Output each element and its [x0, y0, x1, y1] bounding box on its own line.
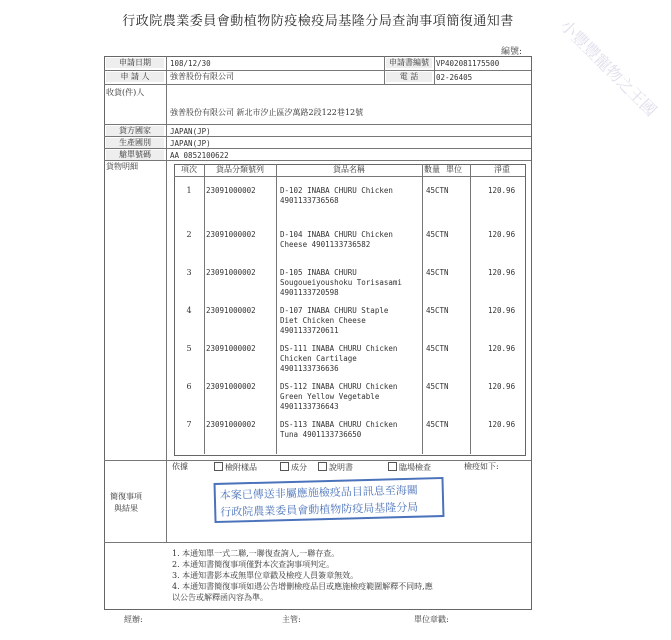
col-header-qty: 數量: [424, 165, 440, 174]
row-weight: 120.96: [488, 306, 516, 315]
row-name-line: 4901133736643: [280, 402, 339, 411]
row-no: 5: [186, 344, 192, 353]
supervisor-label: 主管:: [282, 615, 301, 624]
row-name-line: Diet Chicken Cheese: [280, 316, 366, 325]
row-name-line: DS-113 INABA CHURU Chicken: [280, 420, 398, 429]
applicant-label: 申 請 人: [106, 72, 164, 82]
applicant: 強普股份有限公司: [170, 72, 234, 81]
watermark-logo: 小豐豐寵物之王國: [556, 16, 661, 121]
row-weight: 120.96: [488, 344, 516, 353]
row-code: 23091000002: [206, 268, 256, 277]
row-weight: 120.96: [488, 420, 516, 429]
row-name-line: D-105 INABA CHURU: [280, 268, 357, 277]
reply-label-1: 簡復事項: [110, 492, 142, 501]
row-qty: 45CTN: [426, 268, 449, 277]
row-name-line: Cheese 4901133736582: [280, 240, 371, 249]
row-qty: 45CTN: [426, 420, 449, 429]
row-name-line: 4901133720611: [280, 326, 339, 335]
row-name-line: DS-111 INABA CHURU Chicken: [280, 344, 398, 353]
row-name-line: 4901133720598: [280, 288, 339, 297]
basis-option-manual[interactable]: 說明書: [318, 462, 353, 473]
basis-result-label: 檢疫如下:: [464, 462, 499, 471]
row-name-line: Tuna 4901133736650: [280, 430, 362, 439]
row-name-line: 4901133736636: [280, 364, 339, 373]
receiver-label: 收貨(件)人: [106, 88, 145, 97]
row-weight: 120.96: [488, 268, 516, 277]
note-5: 以公告或解釋函內容為準。: [172, 593, 268, 602]
row-code: 23091000002: [206, 306, 256, 315]
row-name-line: Green Yellow Vegetable: [280, 392, 380, 401]
producer: JAPAN(JP): [170, 139, 211, 148]
row-name-line: Chicken Cartilage: [280, 354, 357, 363]
unit-seal-label: 單位章戳:: [414, 615, 449, 624]
col-header-unit: 單位: [446, 165, 462, 174]
row-name-line: D-102 INABA CHURU Chicken: [280, 186, 393, 195]
row-name-line: D-107 INABA CHURU Staple: [280, 306, 389, 315]
basis-option-inspection[interactable]: 臨場檢查: [388, 462, 431, 473]
goods-label: 貨物明細: [106, 162, 138, 171]
row-weight: 120.96: [488, 382, 516, 391]
basis-option-ingredient[interactable]: 成分: [280, 462, 307, 473]
document-title: 行政院農業委員會動植物防疫檢疫局基隆分局查詢事項簡復通知書: [122, 14, 514, 29]
col-header-no: 項次: [181, 165, 197, 174]
phone-label: 電 話: [386, 72, 432, 82]
document-number-label: 編號:: [500, 47, 522, 57]
row-code: 23091000002: [206, 344, 256, 353]
producer-label: 生產國別: [106, 138, 164, 148]
origin: JAPAN(JP): [170, 127, 211, 136]
row-no: 4: [186, 306, 192, 315]
row-qty: 45CTN: [426, 230, 449, 239]
row-code: 23091000002: [206, 230, 256, 239]
note-3: 3. 本通知書影本或無單位章戳及檢疫人員簽章無效。: [172, 571, 359, 580]
row-name-line: Sougoueiyoushoku Torisasami: [280, 278, 402, 287]
bill-label: 艙單號碼: [106, 150, 164, 160]
row-code: 23091000002: [206, 382, 256, 391]
official-stamp: 本案已傳送非屬應施檢疫品目訊息至海關 行政院農業委員會動植物防疫局基隆分局: [214, 477, 445, 523]
row-weight: 120.96: [488, 230, 516, 239]
row-no: 6: [186, 382, 192, 391]
row-qty: 45CTN: [426, 186, 449, 195]
row-name-line: DS-112 INABA CHURU Chicken: [280, 382, 398, 391]
row-no: 1: [186, 186, 192, 195]
col-header-weight: 淨重: [494, 165, 510, 174]
note-1: 1. 本通知單一式二聯,一聯復查詢人,一聯存查。: [172, 549, 340, 558]
row-no: 2: [186, 230, 192, 239]
row-qty: 45CTN: [426, 382, 449, 391]
note-4: 4. 本通知書簡復事項如遇公告增刪檢疫品目或應施檢疫範圍解釋不同時,應: [172, 582, 433, 591]
row-qty: 45CTN: [426, 306, 449, 315]
reply-label-2: 與結果: [114, 504, 138, 513]
col-header-name: 貨品名稱: [333, 165, 365, 174]
phone: 02-26405: [436, 73, 473, 82]
apply-date-label: 申請日期: [106, 58, 164, 68]
row-code: 23091000002: [206, 186, 256, 195]
row-qty: 45CTN: [426, 344, 449, 353]
row-weight: 120.96: [488, 186, 516, 195]
row-no: 7: [186, 420, 192, 429]
notice-document: [104, 10, 532, 635]
apply-no: VP402081175500: [436, 59, 500, 68]
note-2: 2. 本通知書簡復事項僅對本次查詢事項判定。: [172, 560, 335, 569]
basis-option-sample[interactable]: 檢附樣品: [214, 462, 257, 473]
handler-label: 經辦:: [124, 615, 143, 624]
row-no: 3: [186, 268, 192, 277]
col-header-code: 貨品分類號列: [216, 165, 264, 174]
basis-label: 依據: [172, 462, 188, 471]
bill-number: AA 0852100622: [170, 151, 229, 160]
row-name-line: D-104 INABA CHURU Chicken: [280, 230, 393, 239]
apply-no-label: 申請書編號: [386, 58, 432, 68]
row-name-line: 4901133736568: [280, 196, 339, 205]
origin-label: 貨方國家: [106, 126, 164, 136]
row-code: 23091000002: [206, 420, 256, 429]
receiver: 強普股份有限公司 新北市汐止區汐萬路2段122巷12號: [170, 108, 364, 117]
apply-date: 108/12/30: [170, 59, 211, 68]
